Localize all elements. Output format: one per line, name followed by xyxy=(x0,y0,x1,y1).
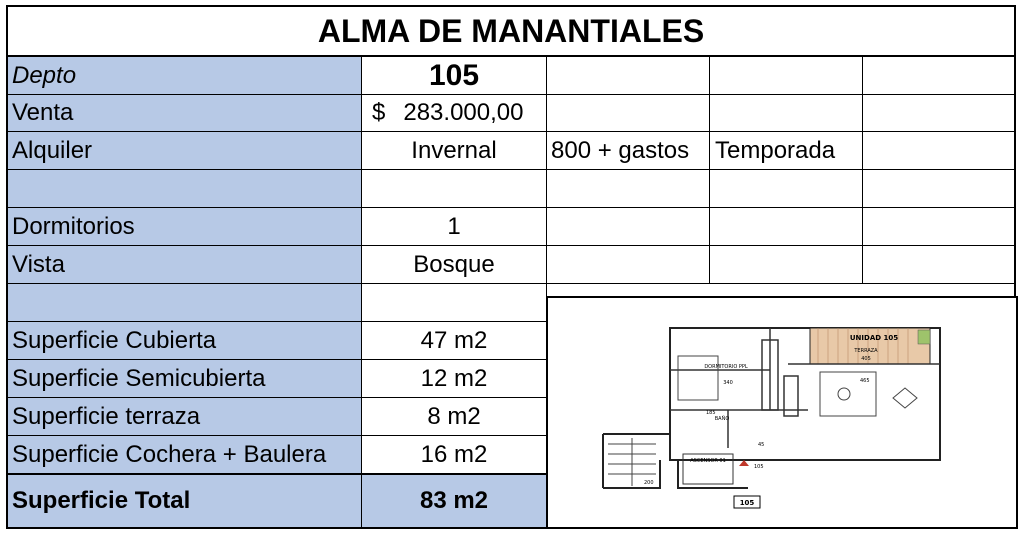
empty-cell xyxy=(547,57,710,95)
label-blank xyxy=(8,170,362,208)
plan-terrace-dim: 405 xyxy=(861,356,871,362)
empty-cell xyxy=(710,95,863,132)
value-venta xyxy=(362,95,547,132)
empty-cell xyxy=(547,246,710,284)
label-dormitorios: Dormitorios xyxy=(8,208,362,246)
label-blank xyxy=(8,284,362,322)
plan-elevator-label: ASCENSOR 01 xyxy=(690,458,726,464)
floor-plan-drawing xyxy=(548,298,1016,527)
empty-cell xyxy=(710,170,863,208)
plan-terrace-label: TERRAZA xyxy=(854,348,878,354)
plan-living-dim: 465 xyxy=(860,378,870,384)
label-sup-total: Superficie Total xyxy=(8,474,362,527)
empty-cell xyxy=(863,95,1014,132)
empty-cell xyxy=(547,170,710,208)
alquiler-season: Temporada xyxy=(710,132,863,170)
sheet-title: ALMA DE MANANTIALES xyxy=(6,5,1016,57)
empty-cell xyxy=(863,208,1014,246)
label-sup-terraza: Superficie terraza xyxy=(8,398,362,436)
plan-bath-label: BAÑO xyxy=(714,416,730,422)
empty-cell xyxy=(710,57,863,95)
label-venta: Venta xyxy=(8,95,362,132)
price-amount: 283.000,00 xyxy=(403,99,524,126)
floor-plan xyxy=(546,296,1018,529)
empty-cell xyxy=(362,170,547,208)
value-sup-terraza: 8 m2 xyxy=(362,398,547,436)
value-alquiler: Invernal xyxy=(362,132,547,170)
plan-bedroom-dim: 340 xyxy=(723,380,733,386)
value-sup-cubierta: 47 m2 xyxy=(362,322,547,360)
alquiler-price: 800 + gastos xyxy=(547,132,710,170)
label-sup-semicubierta: Superficie Semicubierta xyxy=(8,360,362,398)
currency-symbol: $ xyxy=(372,99,386,126)
label-depto: Depto xyxy=(8,57,362,95)
label-vista: Vista xyxy=(8,246,362,284)
plan-bath-dim: 185 xyxy=(706,410,716,416)
empty-cell xyxy=(863,170,1014,208)
value-vista: Bosque xyxy=(362,246,547,284)
value-sup-total: 83 m2 xyxy=(362,474,547,527)
empty-cell xyxy=(710,246,863,284)
plan-unit-tag: 105 xyxy=(739,499,755,507)
empty-cell xyxy=(547,95,710,132)
empty-cell xyxy=(863,57,1014,95)
plan-bedroom-label: DORMITORIO PPL xyxy=(704,364,748,370)
label-sup-cochera: Superficie Cochera + Baulera xyxy=(8,436,362,474)
empty-cell xyxy=(547,208,710,246)
empty-cell xyxy=(863,132,1014,170)
value-depto: 105 xyxy=(362,57,547,95)
spec-table xyxy=(6,57,1016,529)
plan-dim-200: 200 xyxy=(644,480,654,486)
label-sup-cubierta: Superficie Cubierta xyxy=(8,322,362,360)
value-sup-semicubierta: 12 m2 xyxy=(362,360,547,398)
value-dormitorios: 1 xyxy=(362,208,547,246)
value-sup-cochera: 16 m2 xyxy=(362,436,547,474)
label-alquiler: Alquiler xyxy=(8,132,362,170)
empty-cell xyxy=(362,284,547,322)
plan-dim-105: 105 xyxy=(754,464,764,470)
empty-cell xyxy=(863,246,1014,284)
plan-unit-label: UNIDAD 105 xyxy=(849,334,899,342)
empty-cell xyxy=(710,208,863,246)
plan-dim-45: 45 xyxy=(758,442,765,448)
